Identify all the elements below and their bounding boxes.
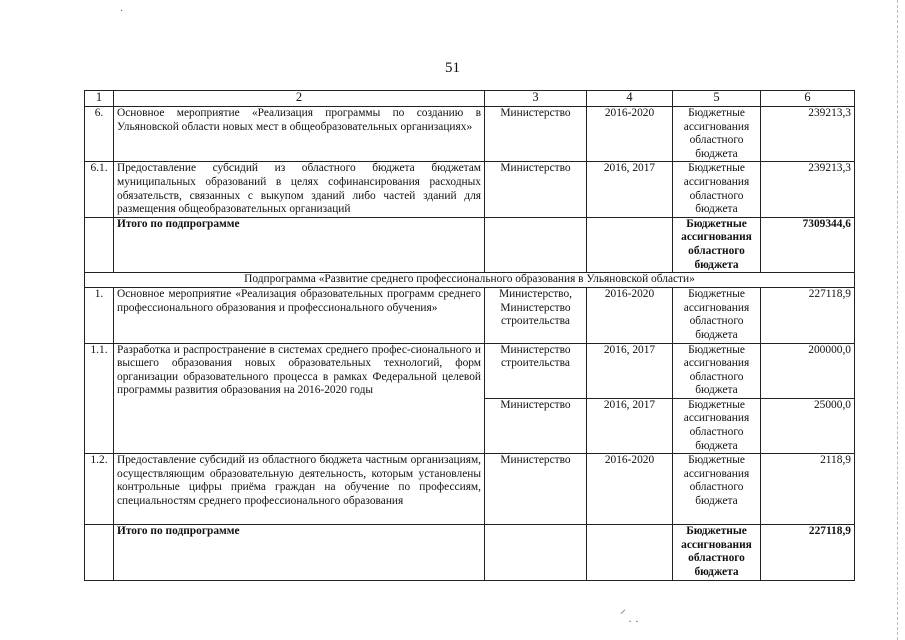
table-row [85, 288, 855, 343]
header-cell: 6 [761, 91, 855, 107]
row-description: Разработка и распространение в системах среднего профес-сионального и высшего образования новых образовательных технологий, форм организации образовательного процесса в рамках Федеральной целевой программы развития образования на 2016-2020 годы [114, 343, 485, 454]
total-row [85, 217, 855, 272]
scan-speck: · · [628, 614, 639, 628]
page-number: 51 [445, 60, 460, 76]
empty-cell [85, 525, 114, 580]
row-source: Бюджетные ассигнования областного бюджета [673, 343, 761, 398]
total-source: Бюджетные ассигнования областного бюджета [673, 217, 761, 272]
empty-cell [587, 217, 673, 272]
subprogram-title: Подпрограмма «Развитие среднего профессионального образования в Ульяновской области» [85, 273, 855, 288]
empty-cell [485, 525, 587, 580]
row-number: 1.2. [85, 454, 114, 525]
header-row [85, 91, 855, 107]
row-period: 2016, 2017 [587, 398, 673, 453]
row-source: Бюджетные ассигнования областного бюджета [673, 107, 761, 162]
row-period: 2016, 2017 [587, 343, 673, 398]
header-cell: 2 [114, 91, 485, 107]
row-amount: 239213,3 [761, 162, 855, 217]
header-cell: 5 [673, 91, 761, 107]
empty-cell [587, 525, 673, 580]
row-amount: 239213,3 [761, 107, 855, 162]
header-cell: 1 [85, 91, 114, 107]
total-amount: 7309344,6 [761, 217, 855, 272]
row-period: 2016-2020 [587, 454, 673, 525]
total-amount: 227118,9 [761, 525, 855, 580]
row-executor: Министерство [485, 398, 587, 453]
row-description: Предоставление субсидий из областного бюджета частным организациям, осуществляющим образовательную деятельность, которым установлены контрольные цифры приёма граждан на обучение по профессиям, специальностям среднего профессионального образования [114, 454, 485, 525]
row-executor: Министерство [485, 454, 587, 525]
table-row [85, 343, 855, 398]
row-period: 2016, 2017 [587, 162, 673, 217]
total-row [85, 525, 855, 580]
header-cell: 4 [587, 91, 673, 107]
table-row [85, 162, 855, 217]
row-description: Предоставление субсидий из областного бюджета бюджетам муниципальных образований в целях софинансирования расходных обязательств, связанных с выкупом зданий либо частей зданий для размещения общеобразовательных организаций [114, 162, 485, 217]
row-amount: 2118,9 [761, 454, 855, 525]
row-amount: 25000,0 [761, 398, 855, 453]
row-amount: 200000,0 [761, 343, 855, 398]
subprogram-row [85, 273, 855, 288]
empty-cell [485, 217, 587, 272]
row-period: 2016-2020 [587, 288, 673, 343]
row-description: Основное мероприятие «Реализация образовательных программ среднего профессионального образования и профессионального обучения» [114, 288, 485, 343]
row-number: 1.1. [85, 343, 114, 454]
row-source: Бюджетные ассигнования областного бюджета [673, 288, 761, 343]
table-row [85, 454, 855, 525]
scan-edge-line [897, 0, 899, 640]
row-executor: Министерство, Министерство строительства [485, 288, 587, 343]
row-description: Основное мероприятие «Реализация программы по созданию в Ульяновской области новых мест в общеобразовательных организациях» [114, 107, 485, 162]
scan-speck: ⸝ [620, 602, 627, 616]
scan-speck: · [120, 6, 124, 17]
row-executor: Министерство [485, 162, 587, 217]
row-number: 6. [85, 107, 114, 162]
row-executor: Министерство [485, 107, 587, 162]
total-label: Итого по подпрограмме [114, 525, 485, 580]
row-period: 2016-2020 [587, 107, 673, 162]
total-label: Итого по подпрограмме [114, 217, 485, 272]
row-executor: Министерство строительства [485, 343, 587, 398]
row-amount: 227118,9 [761, 288, 855, 343]
total-source: Бюджетные ассигнования областного бюджета [673, 525, 761, 580]
table-row [85, 107, 855, 162]
row-number: 6.1. [85, 162, 114, 217]
row-source: Бюджетные ассигнования областного бюджета [673, 162, 761, 217]
program-table [84, 90, 855, 581]
row-source: Бюджетные ассигнования областного бюджета [673, 454, 761, 525]
empty-cell [85, 217, 114, 272]
header-cell: 3 [485, 91, 587, 107]
row-source: Бюджетные ассигнования областного бюджета [673, 398, 761, 453]
row-number: 1. [85, 288, 114, 343]
